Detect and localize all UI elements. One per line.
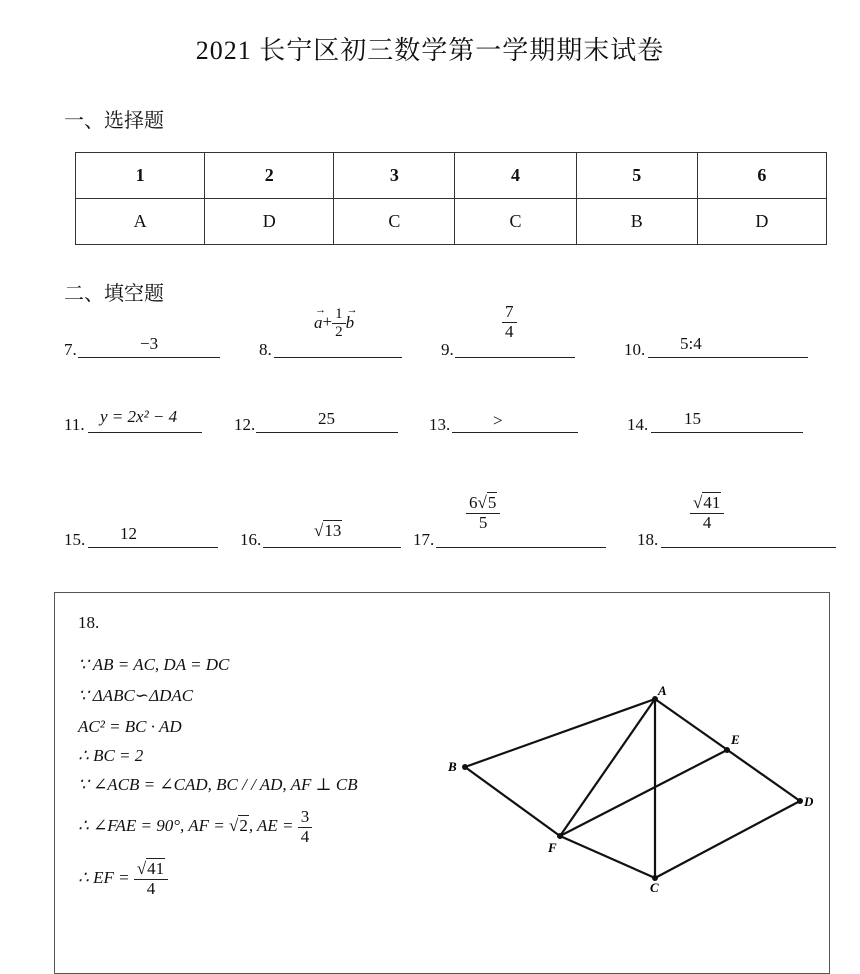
q12-answer-line [256,432,398,433]
solution-line-7: ∴ EF = $\frac{√41}{4}$ [78,860,168,898]
solution-line-7-prefix: ∴ EF = [78,868,134,888]
q8-plus: + [322,311,333,331]
q11-answer: y = 2x² − 4 [100,407,178,426]
q9-answer-line [455,357,575,358]
q16-radicand: 13 [324,521,342,540]
q10-answer-line [648,357,808,358]
solution-line-7-radicand: 41 [147,859,165,878]
table-cell: A [76,199,205,245]
table-header-cell: 6 [697,153,826,199]
table-cell: C [455,199,576,245]
solution-line-6-prefix: ∴ ∠FAE = 90°, AF = [78,816,229,836]
solution-line-6-mid: , AE = [248,816,298,836]
solution-line-2: ∵ ΔABC∽ΔDAC [78,686,194,705]
point-f-label: F [548,840,557,855]
table-header-cell: 4 [455,153,576,199]
q8-frac-den: 2 [335,323,343,340]
q8-vector-a: a [314,313,323,332]
point-c-label: C [650,880,659,895]
q13-answer-line [452,432,578,433]
solution-label: 18. [78,613,100,632]
solution-line-7-den: 4 [146,878,156,898]
q10-number: 10. [624,340,646,359]
table-header-cell: 5 [576,153,697,199]
q12-answer: 25 [318,409,335,428]
point-f-dot [557,833,563,839]
q9-frac-num: 7 [502,303,517,323]
q8-answer-line [274,357,402,358]
q17-number: 17. [413,530,435,549]
q17-coef: 6 [469,493,478,512]
q12-number: 12. [234,415,256,434]
segment-cf [560,836,655,878]
q10-answer: 5:4 [680,334,702,353]
solution-line-6-num: 3 [298,808,313,828]
table-header-cell: 3 [334,153,455,199]
point-e-dot [724,747,730,753]
q18-number: 18. [637,530,659,549]
q11-number: 11. [64,415,85,434]
section-choice-heading: 一、选择题 [64,110,164,132]
q7-number: 7. [64,340,77,359]
solution-line-4: ∴ BC = 2 [78,746,144,765]
segment-ba [465,699,655,767]
point-d-dot [797,798,803,804]
page-title: 2021 长宁区初三数学第一学期期末试卷 [195,36,665,65]
q18-frac-den: 4 [702,512,712,532]
solution-line-5: ∵ ∠ACB = ∠CAD, BC / / AD, AF ⊥ CB [78,775,358,794]
q14-answer: 15 [684,409,701,428]
q18-radicand: 41 [703,493,721,512]
q18-answer: $\frac{√41}{4}$ [690,494,724,532]
q15-answer: 12 [120,524,137,543]
segment-fb [465,767,560,836]
q17-frac-den: 5 [478,512,488,532]
geometry-figure [430,680,830,895]
table-cell: B [576,199,697,245]
q16-number: 16. [240,530,262,549]
q13-answer: > [493,411,503,430]
point-b-dot [462,764,468,770]
table-cell: D [697,199,826,245]
q13-number: 13. [429,415,451,434]
table-row [76,199,827,245]
q18-answer-line [661,547,836,548]
point-a-label: A [658,683,667,698]
solution-line-3: AC² = BC · AD [78,717,182,736]
q8-vector-b: b [345,313,355,332]
q7-answer: −3 [140,334,159,353]
q9-number: 9. [441,340,454,359]
q9-frac-den: 4 [505,321,514,341]
q8-number: 8. [259,340,272,359]
table-header-cell: 2 [205,153,334,199]
solution-line-1: ∵ AB = AC, DA = DC [78,655,230,674]
solution-line-6: ∴ ∠FAE = 90°, AF = √2, AE = $\frac{3}{4}$ [78,808,312,846]
q17-radicand: 5 [487,493,497,512]
q9-answer [502,303,517,341]
q8-answer: → a+ $\frac{1}{2}$ → b [314,304,358,340]
section-fill-heading: 二、填空题 [64,283,164,305]
segment-dc [655,801,800,878]
q17-answer: $\frac{6√5}{5}$ [466,494,500,532]
q16-answer: √13 [314,521,342,540]
table-header-row [76,153,827,199]
q15-answer-line [88,547,218,548]
point-b-label: B [448,759,457,774]
table-header-cell: 1 [76,153,205,199]
solution-line-6-den: 4 [300,826,310,846]
q11-answer-line [88,432,202,433]
segment-af [560,699,655,836]
q8-frac-num: 1 [332,306,346,324]
q14-answer-line [651,432,803,433]
segment-fe [560,750,727,836]
q7-answer-line [78,357,220,358]
choice-answer-table [75,152,827,245]
q15-number: 15. [64,530,86,549]
q16-answer-line [263,547,401,548]
solution-line-6-radicand: 2 [239,816,248,836]
point-d-label: D [804,794,814,809]
q17-answer-line [436,547,606,548]
point-e-label: E [731,732,740,747]
table-cell: D [205,199,334,245]
q14-number: 14. [627,415,649,434]
table-cell: C [334,199,455,245]
